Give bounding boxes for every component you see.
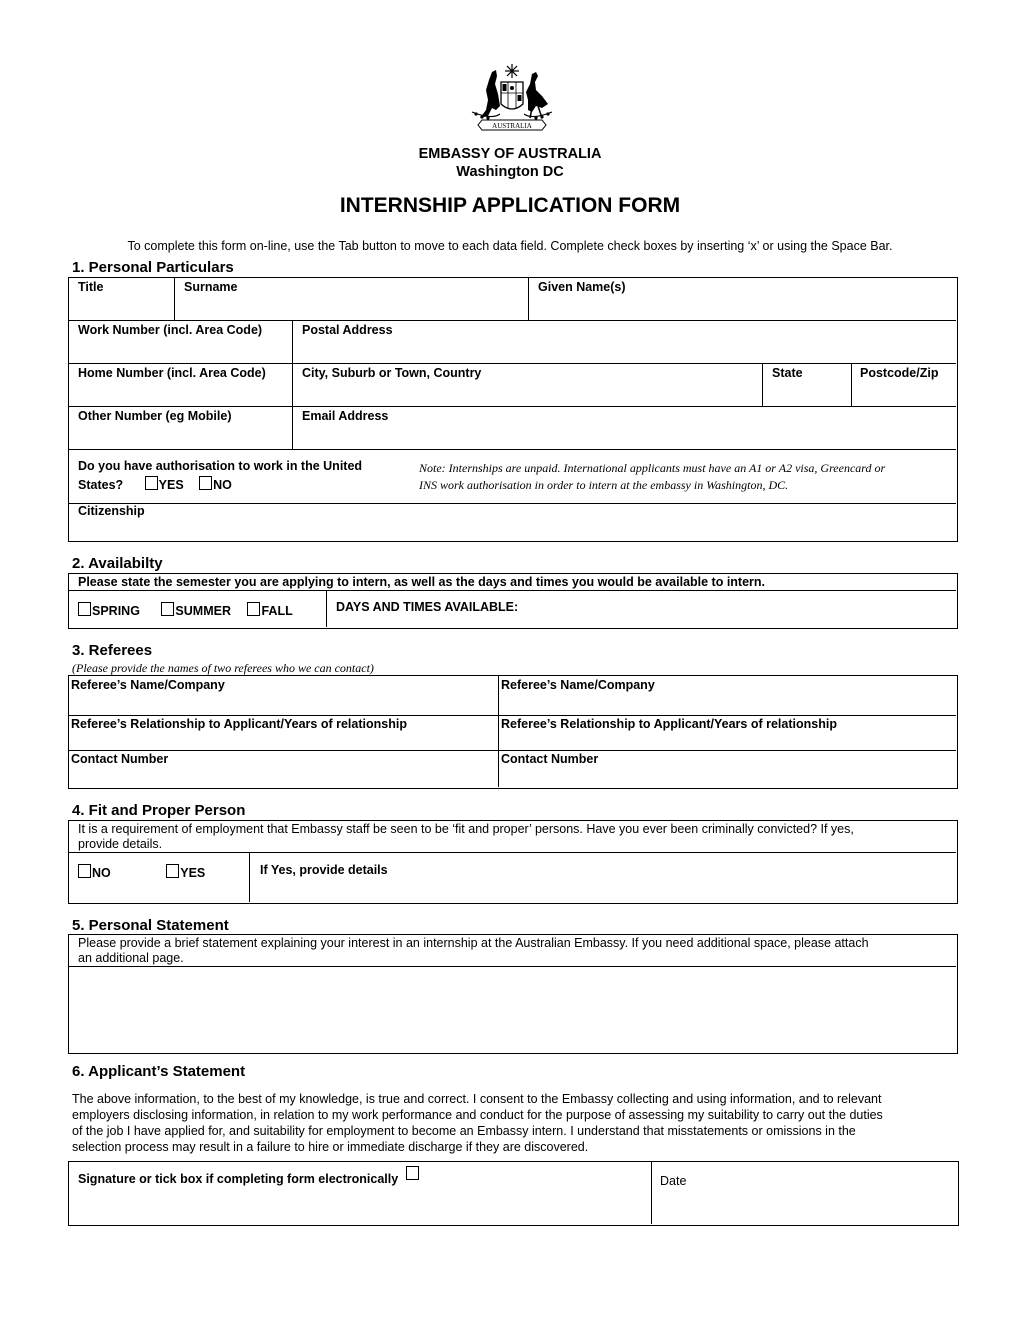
signature-checkbox[interactable]	[406, 1166, 419, 1180]
citizenship-field[interactable]	[69, 503, 956, 540]
referee2-contact-field[interactable]	[498, 750, 956, 787]
section-personal-heading: 1. Personal Particulars	[72, 259, 234, 276]
signature-table	[68, 1161, 959, 1226]
applicant-statement-line4: selection process may result in a failure to hire or immediate discharge if they are discovered.	[72, 1140, 589, 1154]
spring-label: SPRING	[92, 604, 140, 618]
section-statement-heading: 5. Personal Statement	[72, 917, 229, 934]
fit-question-line1: It is a requirement of employment that Embassy staff be seen to be ‘fit and proper’ persons. Have you ever been criminally convicted? If yes,	[78, 822, 854, 836]
personal-statement-textarea[interactable]	[69, 966, 956, 1052]
fit-question-line2: provide details.	[78, 837, 163, 851]
summer-option[interactable]	[161, 604, 231, 618]
personal-particulars-table	[68, 277, 958, 542]
work-authorisation-question: Do you have authorisation to work in the United	[78, 459, 363, 473]
conviction-no-label: NO	[92, 866, 111, 880]
summer-checkbox[interactable]	[161, 602, 174, 616]
postcode-label: Postcode/Zip	[860, 366, 939, 380]
internship-note-line1: Note: Internships are unpaid. International applicants must have an A1 or A2 visa, Greencard or	[419, 461, 886, 475]
auth-no-label: NO	[213, 478, 232, 492]
applicant-statement-line3: of the job I have applied for, and suitability for employment to become an Embassy intern. I understand that misstatements or omissions in the	[72, 1124, 856, 1138]
title-field[interactable]	[69, 278, 174, 320]
conviction-yes-checkbox[interactable]	[166, 864, 179, 878]
work-number-label: Work Number (incl. Area Code)	[78, 323, 263, 337]
auth-yes-checkbox[interactable]	[145, 476, 158, 490]
auth-no-checkbox[interactable]	[199, 476, 212, 490]
given-names-field[interactable]	[528, 278, 956, 320]
date-field[interactable]	[651, 1162, 957, 1224]
signature-field[interactable]	[69, 1162, 651, 1224]
applicant-statement-line2: employers disclosing information, in relation to my work performance and conduct for the purpose of assessing my suitability to carry out the duties	[72, 1108, 883, 1122]
title-label: Title	[78, 280, 104, 294]
given-names-label: Given Name(s)	[538, 280, 626, 294]
referee2-name-label: Referee’s Name/Company	[501, 678, 655, 692]
semester-checkboxes	[78, 602, 293, 619]
personal-statement-table	[68, 934, 958, 1054]
fall-checkbox[interactable]	[247, 602, 260, 616]
home-number-field[interactable]	[69, 363, 292, 406]
email-field[interactable]	[292, 406, 956, 449]
postcode-field[interactable]	[851, 363, 956, 406]
referee2-contact-label: Contact Number	[501, 752, 599, 766]
city-field[interactable]	[292, 363, 762, 406]
internship-note-line2: INS work authorisation in order to intern at the embassy in Washington, DC.	[419, 478, 789, 492]
applicant-statement-line1: The above information, to the best of my knowledge, is true and correct. I consent to the Embassy collecting and using information, and to relevant	[72, 1092, 882, 1106]
section-applicant-heading: 6. Applicant’s Statement	[72, 1063, 246, 1080]
section-availability-heading: 2. Availabilty	[72, 555, 163, 572]
referee1-contact-label: Contact Number	[71, 752, 169, 766]
referee1-relationship-label: Referee’s Relationship to Applicant/Years of relationship	[71, 717, 407, 731]
conviction-options	[69, 852, 249, 902]
statement-instruction-line2: an additional page.	[78, 951, 184, 965]
auth-yes-option[interactable]	[145, 478, 184, 492]
work-number-field[interactable]	[69, 320, 292, 363]
conviction-yes-label: YES	[180, 866, 206, 880]
surname-field[interactable]	[174, 278, 528, 320]
signature-row	[78, 1166, 420, 1187]
other-number-field[interactable]	[69, 406, 292, 449]
conviction-yes-option[interactable]	[166, 866, 205, 880]
embassy-city: Washington DC	[456, 164, 564, 180]
state-label: State	[772, 366, 803, 380]
fit-proper-table	[68, 820, 958, 904]
referee2-name-field[interactable]	[498, 676, 956, 715]
conviction-details-label: If Yes, provide details	[260, 863, 388, 877]
form-title: INTERNSHIP APPLICATION FORM	[339, 194, 681, 217]
section-referees-heading: 3. Referees	[72, 642, 153, 659]
summer-label: SUMMER	[175, 604, 231, 618]
work-authorisation-question-end: States?	[78, 478, 124, 492]
conviction-no-checkbox[interactable]	[78, 864, 91, 878]
form-instructions: To complete this form on-line, use the Tab button to move to each data field. Complete check boxes by inserting ‘x’ or using the Space Bar.	[127, 239, 893, 253]
fall-label: FALL	[261, 604, 293, 618]
work-authorisation-question-cont	[78, 476, 232, 493]
referee1-contact-field[interactable]	[69, 750, 498, 787]
conviction-no-option[interactable]	[78, 866, 111, 880]
other-number-label: Other Number (eg Mobile)	[78, 409, 232, 423]
spring-option[interactable]	[78, 604, 140, 618]
referee1-relationship-field[interactable]	[69, 715, 498, 750]
postal-address-field[interactable]	[292, 320, 956, 363]
signature-label: Signature or tick box if completing form electronically	[78, 1172, 399, 1186]
state-field[interactable]	[762, 363, 851, 406]
semester-options	[69, 590, 326, 627]
days-times-field[interactable]	[326, 590, 956, 627]
home-number-label: Home Number (incl. Area Code)	[78, 366, 266, 380]
work-authorisation-row	[69, 449, 956, 503]
referee2-relationship-label: Referee’s Relationship to Applicant/Years of relationship	[501, 717, 837, 731]
referees-subheading: (Please provide the names of two referees who we can contact)	[72, 661, 374, 675]
crest-motto: AUSTRALIA	[492, 122, 532, 130]
days-times-label: DAYS AND TIMES AVAILABLE:	[336, 600, 519, 614]
email-label: Email Address	[302, 409, 389, 423]
australian-coat-of-arms-logo	[462, 60, 562, 136]
section-fit-heading: 4. Fit and Proper Person	[72, 802, 246, 819]
surname-label: Surname	[184, 280, 238, 294]
city-label: City, Suburb or Town, Country	[302, 366, 482, 380]
referees-table	[68, 675, 958, 789]
embassy-name: EMBASSY OF AUSTRALIA	[418, 146, 602, 162]
availability-instruction: Please state the semester you are applying to intern, as well as the days and times you would be available to intern.	[78, 575, 766, 589]
statement-instruction-line1: Please provide a brief statement explaining your interest in an internship at the Australian Embassy. If you need additional space, please attach	[78, 936, 869, 950]
referee2-relationship-field[interactable]	[498, 715, 956, 750]
postal-address-label: Postal Address	[302, 323, 393, 337]
auth-no-option[interactable]	[199, 478, 232, 492]
date-label: Date	[660, 1174, 687, 1188]
auth-yes-label: YES	[158, 478, 184, 492]
spring-checkbox[interactable]	[78, 602, 91, 616]
referee1-name-label: Referee’s Name/Company	[71, 678, 225, 692]
conviction-checkboxes	[78, 864, 205, 881]
citizenship-label: Citizenship	[78, 504, 145, 518]
conviction-details-field[interactable]	[249, 852, 956, 902]
availability-table	[68, 573, 958, 629]
fall-option[interactable]	[247, 604, 292, 618]
referee1-name-field[interactable]	[69, 676, 498, 715]
